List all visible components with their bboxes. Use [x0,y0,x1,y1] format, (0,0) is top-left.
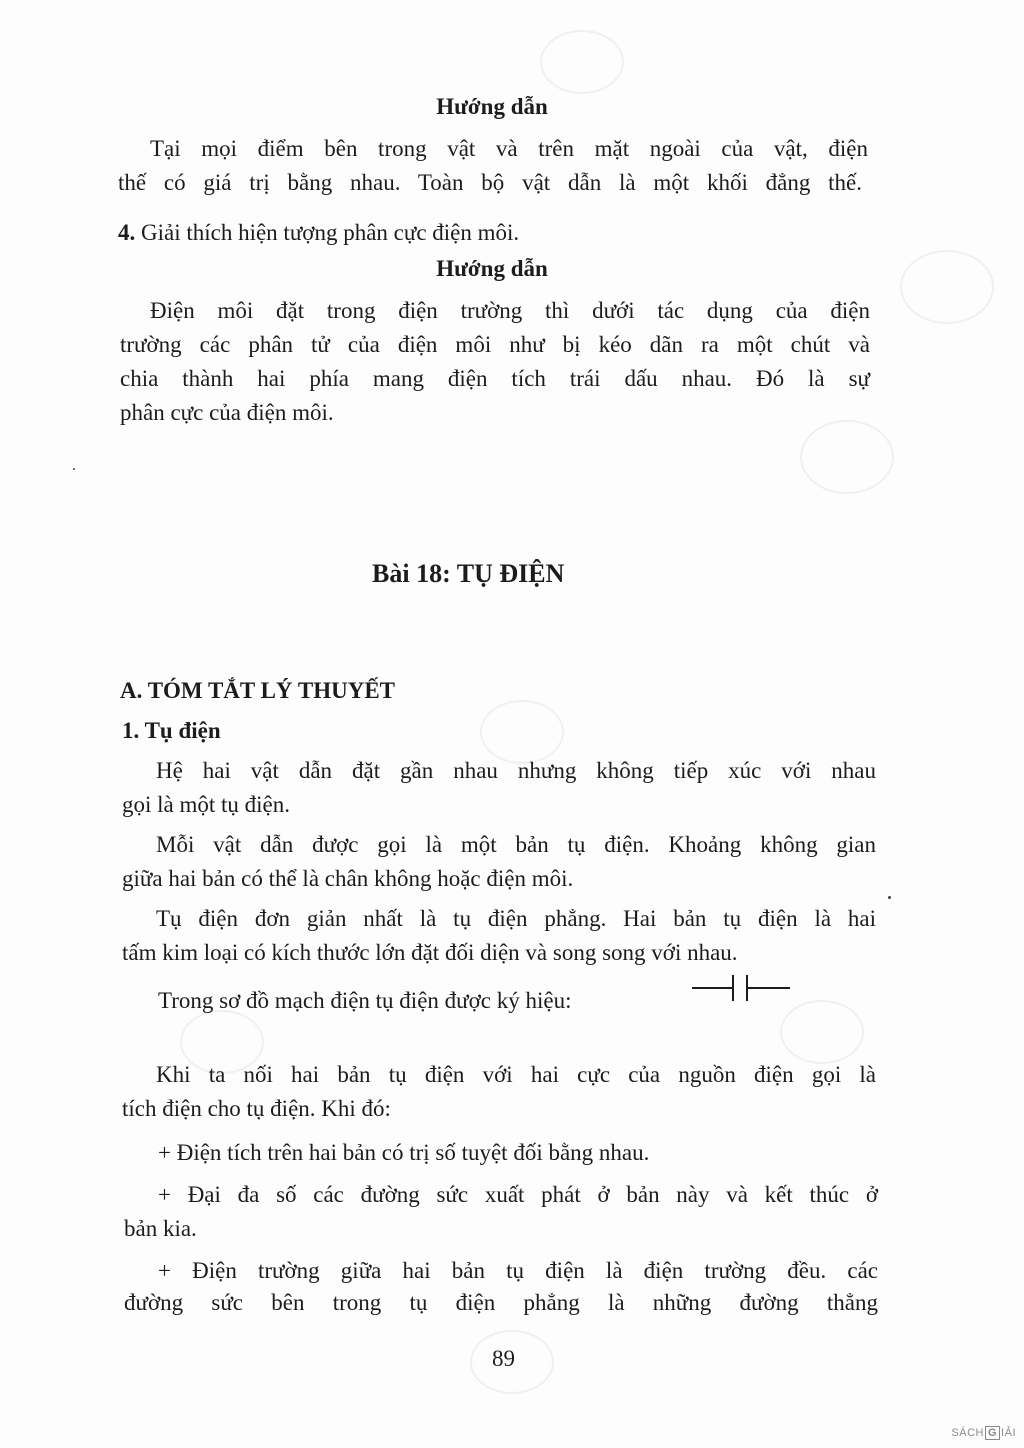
question-4 [118,218,519,248]
logo-mark-icon: G [985,1426,1000,1440]
bullet-text: + Đại đa số các đường sức xuất phát ở bản này và kết thúc ở [158,1182,878,1207]
guide-heading: Hướng dẫn [436,94,548,119]
watermark-swirl [480,700,564,764]
watermark-swirl [780,1000,864,1064]
guide-text: Tại mọi điểm bên trong vật và trên mặt ngoài của vật, điện [150,136,868,161]
guide-text: thế có giá trị bằng nhau. Toàn bộ vật dẫn là một khối đẳng thế. [118,170,862,195]
bullet-text: bản kia. [124,1216,197,1241]
site-logo [951,1426,1016,1440]
bullet-text: đường sức bên trong tụ điện phẳng là những đường thẳng [124,1290,878,1315]
paragraph-text: Hệ hai vật dẫn đặt gần nhau nhưng không tiếp xúc với nhau [156,758,876,783]
bullet-text: + Điện trường giữa hai bản tụ điện là điện trường đều. các [158,1258,878,1283]
guide-text: chia thành hai phía mang điện tích trái dấu nhau. Đó là sự [120,366,870,391]
page-number: 89 [492,1346,515,1371]
paragraph-text: tấm kim loại có kích thước lớn đặt đối diện và song song với nhau. [122,940,738,965]
paragraph-text: giữa hai bản có thể là chân không hoặc điện môi. [122,866,574,891]
paragraph-text: tích điện cho tụ điện. Khi đó: [122,1096,391,1121]
paragraph-text: Khi ta nối hai bản tụ điện với hai cực của nguồn điện gọi là [156,1062,876,1087]
guide-text: Điện môi đặt trong điện trường thì dưới tác dụng của điện [150,298,870,323]
paragraph-text: gọi là một tụ điện. [122,792,291,817]
speck [73,468,75,470]
paragraph-text: Tụ điện đơn giản nhất là tụ điện phẳng. Hai bản tụ điện là hai [156,906,876,931]
paragraph-text: Trong sơ đồ mạch điện tụ điện được ký hiệu: [158,988,572,1013]
section-heading: A. TÓM TẮT LÝ THUYẾT [120,678,396,703]
capacitor-symbol-icon [690,972,792,1004]
watermark-swirl [540,30,624,94]
logo-text: IẢI [1001,1427,1016,1439]
guide-text: trường các phân tử của điện môi như bị kéo dãn ra một chút và [120,332,870,357]
logo-text: SÁCH [951,1427,984,1439]
lesson-title: Bài 18: TỤ ĐIỆN [372,559,565,588]
subsection-heading: 1. Tụ điện [122,718,221,743]
question-text: Giải thích hiện tượng phân cực điện môi. [141,220,520,245]
question-number: 4. [118,220,136,245]
speck [888,896,891,899]
bullet-text: + Điện tích trên hai bản có trị số tuyệt đối bằng nhau. [158,1140,650,1165]
paragraph-text: Mỗi vật dẫn được gọi là một bản tụ điện. Khoảng không gian [156,832,876,857]
guide-heading: Hướng dẫn [436,256,548,281]
guide-text: phân cực của điện môi. [120,400,334,425]
watermark-swirl [800,420,894,494]
